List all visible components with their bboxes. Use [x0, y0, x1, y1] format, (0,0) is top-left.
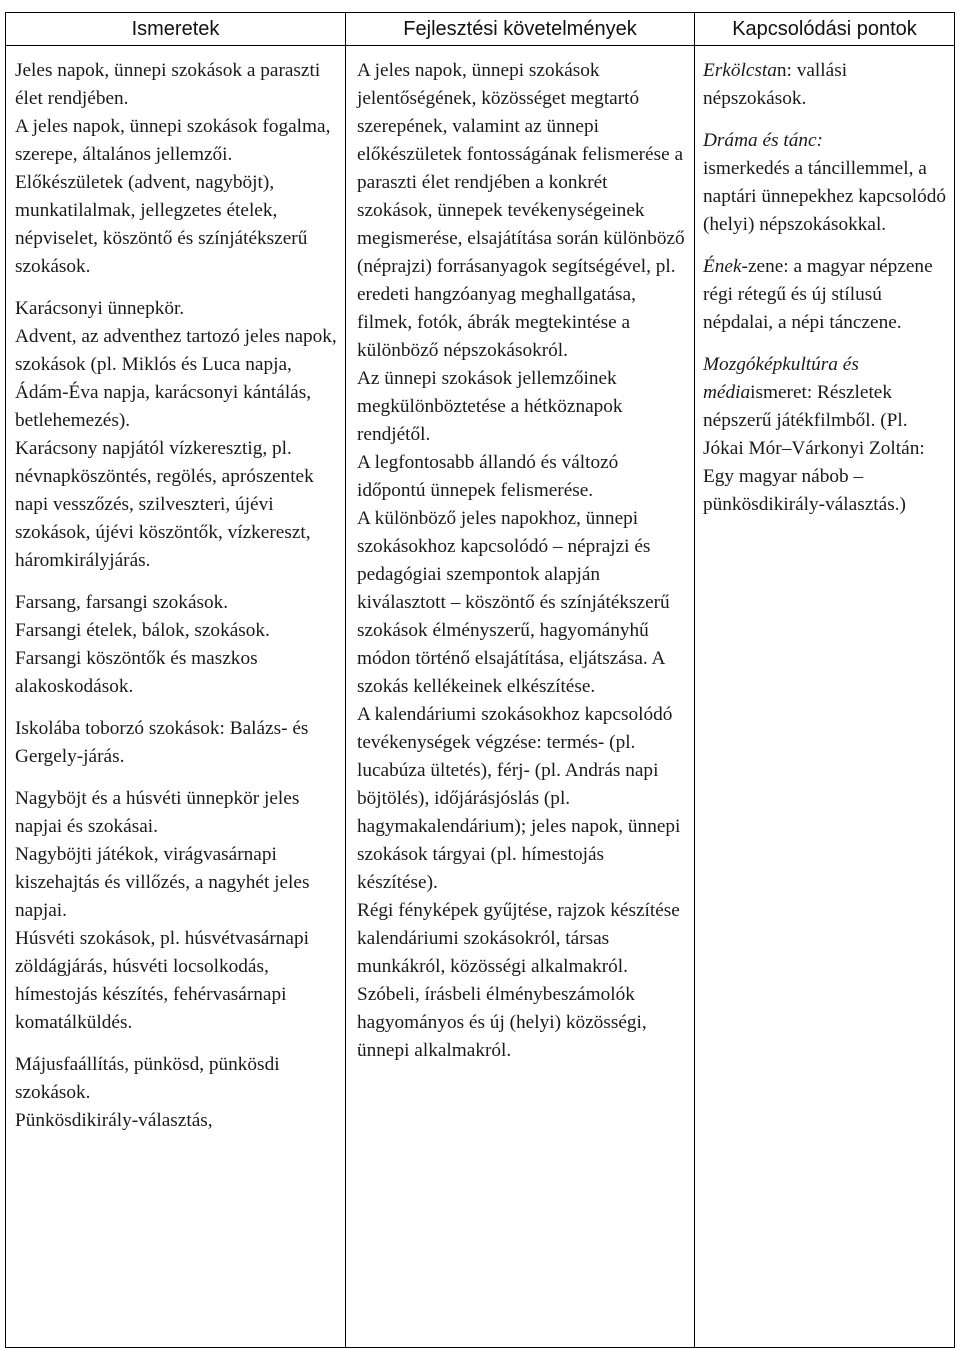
fejlesztesi-column — [357, 57, 687, 1065]
connection-text: ismeret: Részletek népszerű játékfilmből. (Pl. Jókai Mór–Várkonyi Zoltán: Egy magyar nábob – pünkösdikirály-választás.) — [703, 382, 925, 515]
requirement-text: Szóbeli, írásbeli élménybeszámolók hagyományos és új (helyi) közösségi, ünnepi alkalmakról. — [357, 984, 647, 1061]
topic-text: Nagyböjti játékok, virágvasárnapi kiszehajtás és villőzés, a nagyhét jeles napjai. — [15, 844, 310, 921]
header-ismeretek: Ismeretek — [131, 18, 220, 40]
column-divider — [345, 13, 346, 1347]
topic-text: Farsangi köszöntők és maszkos alakoskodások. — [15, 648, 258, 697]
topic-text: Farsang, farsangi szokások. — [15, 592, 229, 613]
connection-text: n: vallási népszokások. — [703, 60, 848, 109]
requirement-text: Az ünnepi szokások jellemzőinek megkülönböztetése a hétköznapok rendjétől. — [357, 368, 623, 445]
table-header-row — [6, 13, 954, 46]
topic-text: Karácsonyi ünnepkör. — [15, 298, 185, 319]
topic-text: Karácsony napjától vízkeresztig, pl. névnapköszöntés, regölés, aprószentek napi vesszőzés, szilveszteri, újévi szokások, újévi köszöntők, vízkereszt, háromkirályjárás. — [15, 438, 314, 571]
topic-text: Jeles napok, ünnepi szokások a paraszti élet rendjében. — [15, 60, 321, 109]
subject-name: Erkölcsta — [703, 60, 777, 81]
header-kapcsolodasi-pontok: Kapcsolódási pontok — [732, 18, 917, 40]
topic-text: A jeles napok, ünnepi szokások fogalma, szerepe, általános jellemzői. — [15, 116, 331, 165]
subject-name: Mozgóképkultúra és — [703, 354, 859, 375]
kapcsolodasi-column — [703, 57, 949, 519]
topic-text: Iskolába toborzó szokások: Balázs- és Gergely-járás. — [15, 718, 309, 767]
header-fejlesztesi-kovetelmenyek: Fejlesztési követelmények — [403, 18, 637, 40]
requirement-text: A jeles napok, ünnepi szokások jelentőségének, közösséget megtartó szerepének, valamint az ünnepi előkészületek fontosságának felismerése a paraszti élet rendjében a konkrét szokások, ünnepek tevékenységeinek megismerése, elsajátítása során különböző (néprajzi) forrásanyagok segítségével, pl. eredeti hangzóanyag meghallgatása, filmek, fotók, ábrák megtekintése a különböző népszokásokról. — [357, 60, 685, 361]
topic-text: Advent, az adventhez tartozó jeles napok, szokások (pl. Miklós és Luca napja, Ádám-Éva napja, karácsonyi kántálás, betlehemezés). — [15, 326, 337, 431]
topic-text: Májusfaállítás, pünkösd, pünkösdi szokások. — [15, 1054, 280, 1103]
subject-name: Dráma és tánc: — [703, 130, 823, 151]
column-divider — [694, 13, 695, 1347]
subject-name: média — [703, 382, 751, 403]
requirement-text: A legfontosabb állandó és változó időpontú ünnepek felismerése. — [357, 452, 619, 501]
requirement-text: A különböző jeles napokhoz, ünnepi szokásokhoz kapcsolódó – néprajzi és pedagógiai szempontok alapján kiválasztott – köszöntő és színjátékszerű szokások élményszerű, hagyományhű módon történő elsajátítása, eljátszása. A szokás kellékeinek elkészítése. — [357, 508, 670, 697]
requirement-text: A kalendáriumi szokásokhoz kapcsolódó tevékenységek végzése: termés- (pl. lucabúza ültetés), férj- (pl. András napi böjtölés), időjárásjóslás (pl. hagymakalendárium); jeles napok, ünnepi szokások tárgyai (pl. hímestojás készítése). — [357, 704, 681, 893]
topic-text: Nagyböjt és a húsvéti ünnepkör jeles napjai és szokásai. — [15, 788, 300, 837]
connection-drama — [703, 127, 949, 239]
curriculum-table — [5, 12, 955, 1348]
connection-mozgokep — [703, 351, 949, 519]
connection-text: ismerkedés a táncillemmel, a naptári ünnepekhez kapcsolódó (helyi) népszokásokkal. — [703, 158, 947, 235]
subject-name: Ének- — [703, 256, 748, 277]
connection-enek-zene — [703, 253, 949, 337]
topic-text: Előkészületek (advent, nagyböjt), munkatilalmak, jellegzetes ételek, népviselet, köszöntő és színjátékszerű szokások. — [15, 172, 308, 277]
topic-text: Húsvéti szokások, pl. húsvétvasárnapi zöldágjárás, húsvéti locsolkodás, hímestojás készítés, fehérvasárnapi komatálküldés. — [15, 928, 309, 1033]
ismeretek-column — [15, 57, 341, 1135]
requirement-text: Régi fényképek gyűjtése, rajzok készítése kalendáriumi szokásokról, társas munkákról, közösségi alkalmakról. — [357, 900, 680, 977]
topic-text: Pünkösdikirály-választás, — [15, 1110, 213, 1131]
connection-text: zene: a magyar népzene régi rétegű és új stílusú népdalai, a népi tánczene. — [703, 256, 933, 333]
connection-erkolcstan — [703, 57, 949, 113]
topic-text: Farsangi ételek, bálok, szokások. — [15, 620, 270, 641]
